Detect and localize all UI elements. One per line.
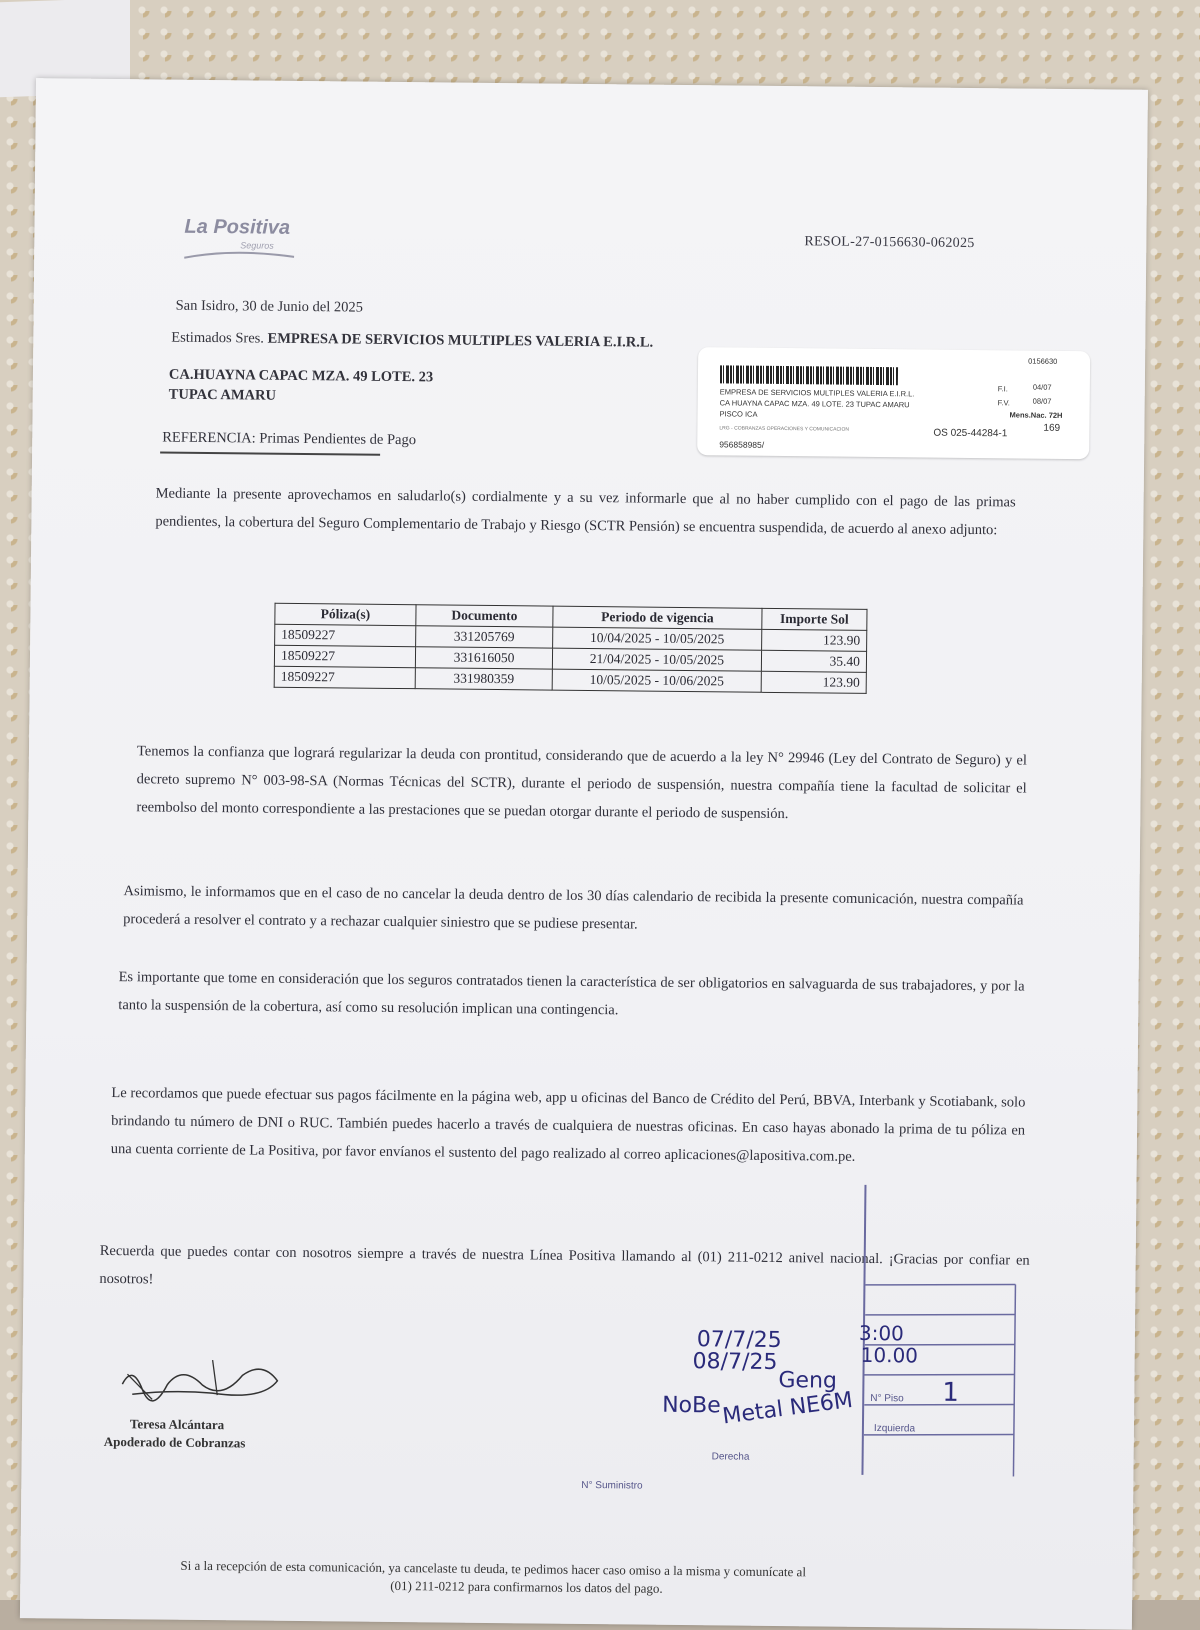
cell-poliza: 18509227 [274, 645, 415, 667]
cell-importe: 123.90 [762, 629, 867, 651]
handwritten-number: 1 [942, 1377, 960, 1408]
signature-icon [112, 1354, 293, 1416]
paragraph-suspension: Tenemos la confianza que logrará regularizar la deuda con prontitud, considerando que de acuerdo a la ley N° 29946 (Ley del Contrato de Seguro) y el decreto supremo N° 003-98-SA (Normas Técnicas del SCTR), durante el periodo de suspensión, nuestra compañía tiene la facultad de solicitar el reembolso del monto correspondiente a las prestaciones que se puedan otorgar durante el periodo de suspensión. [136, 743, 1028, 823]
cell-periodo: 21/04/2025 - 10/05/2025 [552, 648, 761, 671]
intro-paragraph: Mediante la presente aprovechamos en saludarlo(s) cordialmente y a su vez informarle que al no haber cumplido con el pago de las primas pendientes, la cobertura del Seguro Complementario de Trabajo y Riesgo (SCTR Pensión) se encuentra suspendida, de acuerdo al anexo adjunto: [155, 485, 1016, 539]
footer-line1: Si a la recepción de esta comunicación, ya cancelaste tu deuda, te pedimos hacer caso omiso a la misma y comunícate al [180, 1557, 807, 1580]
label-os: OS 025-44284-1 [933, 427, 1008, 440]
letter-paper [20, 78, 1148, 1630]
cell-periodo: 10/05/2025 - 10/06/2025 [552, 669, 761, 692]
label-address: CA HUAYNA CAPAC MZA. 49 LOTE. 23 TUPAC AMARU [719, 398, 910, 410]
date-line: San Isidro, 30 de Junio del 2025 [175, 297, 364, 316]
reference: REFERENCIA: Primas Pendientes de Pago [162, 429, 417, 449]
label-mens: Mens.Nac. 72H [1009, 410, 1063, 420]
policy-table [274, 603, 868, 694]
handwritten-name2: Geng [778, 1368, 838, 1394]
header-importe: Importe Sol [762, 608, 867, 630]
label-fv: F.V. [997, 398, 1010, 408]
cell-importe: 123.90 [761, 671, 866, 693]
signer-name: Teresa Alcántara [129, 1416, 225, 1433]
company-logo: La Positiva [184, 215, 291, 239]
stamp-piso: N° Piso [870, 1392, 904, 1405]
paragraph-resolution: Asimismo, le informamos que en el caso de no cancelar la deuda dentro de los 30 días calendario de recibida la presente comunicación, nuestra compañía procederá a resolver el contrato y a rechazar cualquier siniestro que se pudiese presentar. [123, 883, 1024, 933]
handwritten-name1: NoBe [662, 1392, 721, 1419]
header-documento: Documento [416, 605, 553, 627]
cell-documento: 331205769 [416, 626, 553, 648]
cell-poliza: 18509227 [274, 666, 415, 688]
header-periodo: Periodo de vigencia [553, 606, 762, 629]
label-phone: 956858985/ [719, 439, 765, 450]
stamp-derecha: Derecha [711, 1451, 750, 1463]
cell-importe: 35.40 [761, 650, 866, 672]
barcode-icon [720, 365, 898, 385]
greeting [171, 324, 653, 357]
handwritten-time2: 10.00 [860, 1342, 919, 1368]
handwritten-date1: 07/7/25 [696, 1327, 782, 1354]
cell-documento: 331980359 [415, 668, 552, 690]
cell-periodo: 10/04/2025 - 10/05/2025 [553, 627, 762, 650]
label-city: PISCO ICA [719, 409, 758, 419]
label-dept: LRG - COBRANZAS OPERACIONES Y COMUNICACION [719, 425, 849, 433]
label-fi-value: 04/07 [1032, 382, 1052, 392]
address-line2: TUPAC AMARU [168, 386, 277, 404]
stamp-izquierda: Izquierda [873, 1423, 916, 1435]
footer-line2: (01) 211-0212 para confirmarnos los datos del pago. [390, 1577, 663, 1596]
handwritten-date2: 08/7/25 [692, 1349, 778, 1376]
label-fi: F.I. [997, 384, 1008, 394]
header-poliza: Póliza(s) [275, 603, 416, 625]
cell-poliza: 18509227 [275, 624, 416, 646]
logo-swoosh-icon [184, 250, 294, 261]
label-count: 169 [1043, 422, 1061, 434]
stamp-suministro: N° Suministro [581, 1479, 643, 1492]
label-fv-value: 08/07 [1032, 396, 1052, 406]
paragraph-importance: Es importante que tome en consideración que los seguros contratados tienen la característica de ser obligatorios en salvaguarda de sus trabajadores, y por la tanto la suspensión de la cobertura, así como su resolución implican una contingencia. [118, 969, 1025, 1019]
company-logo-sub: Seguros [240, 240, 274, 251]
label-code: 0156630 [1028, 356, 1058, 366]
signer-title: Apoderado de Cobranzas [103, 1433, 246, 1451]
label-company: EMPRESA DE SERVICIOS MULTIPLES VALERIA E.I.R.L. [719, 387, 915, 399]
mail-label [697, 347, 1090, 459]
company-name: EMPRESA DE SERVICIOS MULTIPLES VALERIA E.I.R.L. [267, 330, 654, 351]
greeting-prefix: Estimados Sres. [171, 329, 265, 347]
paragraph-payments: Le recordamos que puede efectuar sus pagos fácilmente en la página web, app u oficinas del Banco de Crédito del Perú, BBVA, Interbank y Scotiabank, solo brindando tu número de DNI o RUC. También puedes hacerlo a través de cualquiera de nuestras oficinas. En caso hayas abonado la prima de tu póliza en una cuenta corriente de La Positiva, por favor envíanos el sustento del pago realizado al correo aplicaciones@lapositiva.com.pe. [110, 1085, 1026, 1165]
address-line1: CA.HUAYNA CAPAC MZA. 49 LOTE. 23 [168, 366, 434, 386]
handwritten-name3: Metal NE6M [721, 1387, 855, 1430]
paragraph-contact: Recuerda que puedes contar con nosotros siempre a través de nuestra Línea Positiva llamando al (01) 211-0212 anivel nacional. ¡Gracias por confiar en nosotros! [99, 1242, 1030, 1288]
resolution-number: RESOL-27-0156630-062025 [804, 234, 975, 252]
cell-documento: 331616050 [415, 647, 552, 669]
handwritten-time1: 3:00 [858, 1320, 904, 1346]
